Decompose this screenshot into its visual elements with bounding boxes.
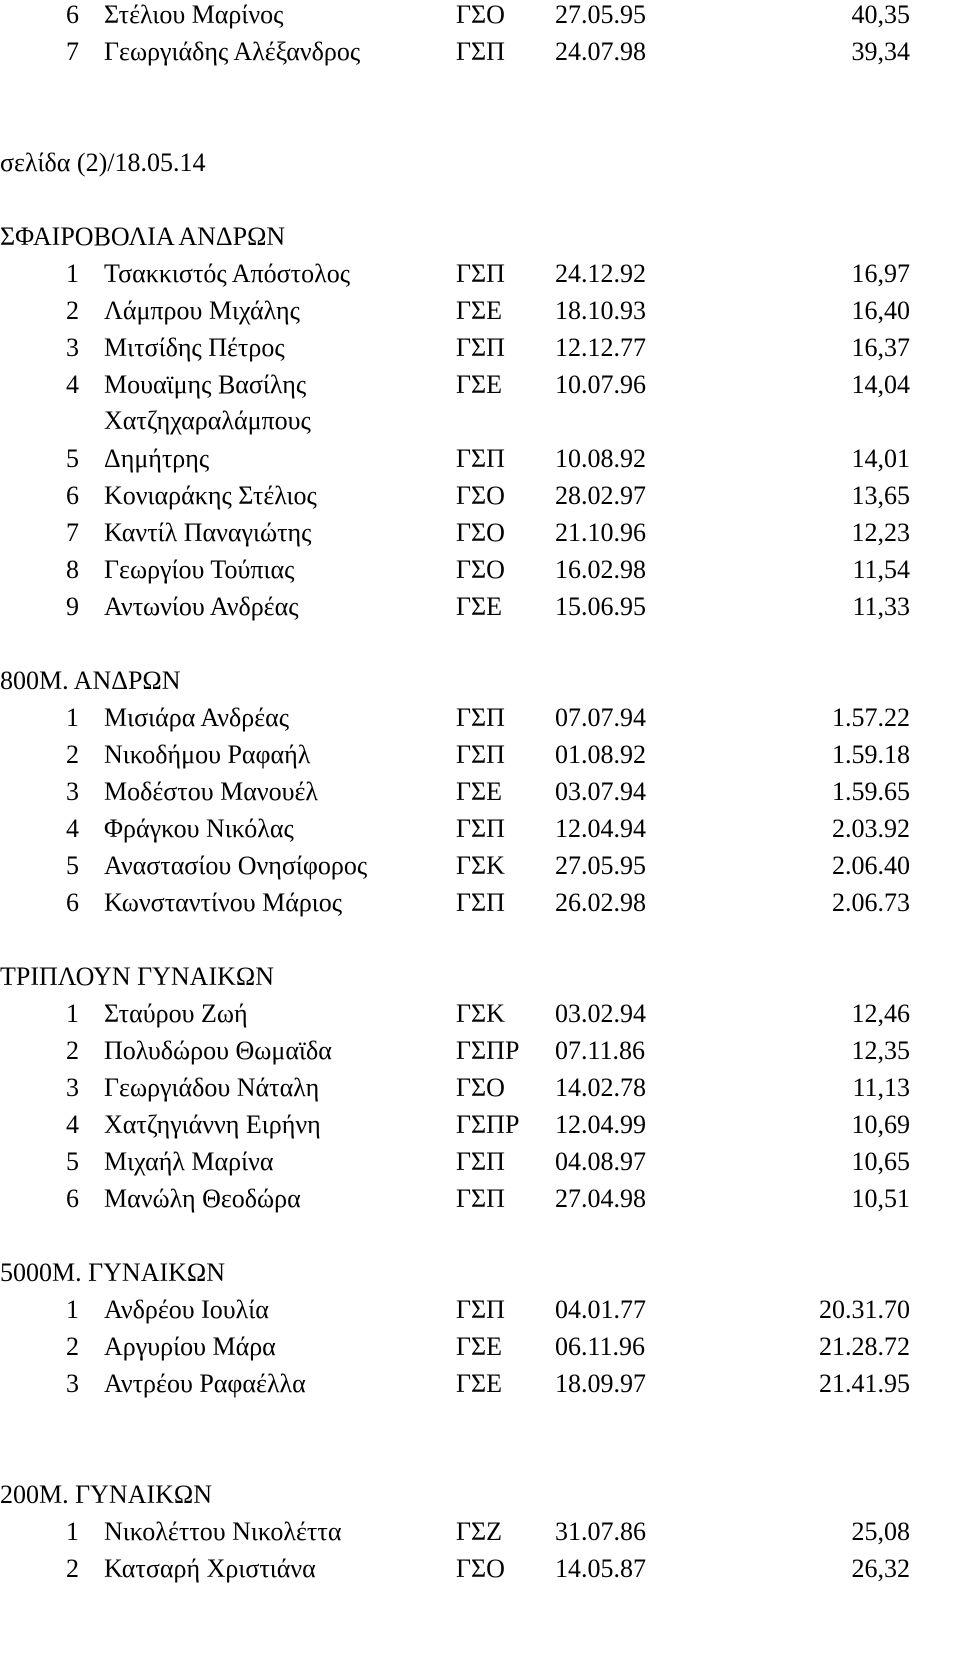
club: ΓΣΠ: [456, 1147, 505, 1176]
club: ΓΣΠ: [456, 814, 505, 843]
position: 1: [66, 1517, 79, 1546]
table-row: [0, 406, 960, 482]
athlete-name: Τσακκιστός Απόστολος: [104, 259, 351, 288]
athlete-name: Ανδρέου Ιουλία: [104, 1295, 269, 1324]
position: 2: [66, 1554, 79, 1583]
athlete-name: Μισιάρα Ανδρέας: [104, 703, 290, 732]
birth-date: 18.10.93: [555, 296, 646, 325]
birth-date: 16.02.98: [555, 555, 646, 584]
birth-date: 27.05.95: [555, 851, 646, 880]
table-row: [0, 0, 960, 38]
table-row: [0, 37, 960, 75]
result-mark: 11,13: [852, 1073, 910, 1102]
athlete-name: Στέλιου Μαρίνος: [104, 0, 284, 29]
position: 6: [66, 1184, 79, 1213]
birth-date: 01.08.92: [555, 740, 646, 769]
position: 3: [66, 1369, 79, 1398]
result-mark: 40,35: [851, 0, 910, 29]
result-mark: 12,35: [851, 1036, 910, 1065]
table-row: [0, 1147, 960, 1185]
position: 5: [66, 1147, 79, 1176]
position: 2: [66, 296, 79, 325]
athlete-name: Αναστασίου Ονησίφορος: [104, 851, 368, 880]
result-mark: 11,54: [852, 555, 910, 584]
club: ΓΣΠ: [456, 888, 505, 917]
birth-date: 03.07.94: [555, 777, 646, 806]
table-row: [0, 555, 960, 593]
table-row: [0, 1517, 960, 1555]
birth-date: 07.07.94: [555, 703, 646, 732]
athlete-name: Μοδέστου Μανουέλ: [104, 777, 319, 806]
result-mark: 1.59.18: [832, 740, 910, 769]
table-row: [0, 851, 960, 889]
result-mark: 10,51: [851, 1184, 910, 1213]
athlete-name: Μανώλη Θεοδώρα: [104, 1184, 301, 1213]
athlete-name: Γεωργιάδης Αλέξανδρος: [104, 37, 361, 66]
club: ΓΣΠ: [456, 740, 505, 769]
table-row: [0, 296, 960, 334]
result-mark: 2.06.40: [832, 851, 910, 880]
birth-date: 18.09.97: [555, 1369, 646, 1398]
birth-date: 24.12.92: [555, 259, 646, 288]
section-title-200m: 200Μ. ΓΥΝΑΙΚΩΝ: [0, 1480, 213, 1509]
birth-date: 10.08.92: [555, 444, 646, 473]
result-mark: 13,65: [851, 481, 910, 510]
section-title-5000m: 5000Μ. ΓΥΝΑΙΚΩΝ: [0, 1258, 226, 1287]
birth-date: 21.10.96: [555, 518, 646, 547]
birth-date: 14.05.87: [555, 1554, 646, 1583]
table-row: [0, 518, 960, 556]
position: 1: [66, 999, 79, 1028]
athlete-name: Κονιαράκης Στέλιος: [104, 481, 317, 510]
table-row: [0, 888, 960, 926]
result-mark: 1.59.65: [832, 777, 910, 806]
birth-date: 28.02.97: [555, 481, 646, 510]
club: ΓΣΟ: [456, 555, 505, 584]
club: ΓΣΠΡ: [456, 1110, 520, 1139]
table-row: [0, 1332, 960, 1370]
position: 1: [66, 703, 79, 732]
birth-date: 31.07.86: [555, 1517, 646, 1546]
position: 9: [66, 592, 79, 621]
birth-date: 10.07.96: [555, 370, 646, 399]
result-mark: 21.41.95: [819, 1369, 910, 1398]
result-mark: 12,23: [851, 518, 910, 547]
table-row: [0, 1554, 960, 1592]
result-mark: 16,37: [851, 333, 910, 362]
club: ΓΣΚ: [456, 851, 505, 880]
table-row: [0, 1036, 960, 1074]
birth-date: 12.04.94: [555, 814, 646, 843]
result-mark: 14,01: [851, 444, 910, 473]
athlete-name: Κωνσταντίνου Μάριος: [104, 888, 343, 917]
athlete-name: Κατσαρή Χριστιάνα: [104, 1554, 316, 1583]
birth-date: 26.02.98: [555, 888, 646, 917]
birth-date: 07.11.86: [555, 1036, 646, 1065]
table-row: [0, 259, 960, 297]
club: ΓΣΕ: [456, 592, 503, 621]
club: ΓΣΠ: [456, 1184, 505, 1213]
birth-date: 12.04.99: [555, 1110, 646, 1139]
position: 6: [66, 481, 79, 510]
athlete-name: Δημήτρης: [104, 444, 210, 473]
table-row: [0, 592, 960, 630]
table-row: [0, 333, 960, 371]
table-row: [0, 777, 960, 815]
position: 4: [66, 1110, 79, 1139]
section-title-800m: 800Μ. ΑΝΔΡΩΝ: [0, 666, 181, 695]
section-title-triple-jump: ΤΡΙΠΛΟΥΝ ΓΥΝΑΙΚΩΝ: [0, 962, 274, 991]
table-row: [0, 481, 960, 519]
result-mark: 14,04: [851, 370, 910, 399]
position: 5: [66, 444, 79, 473]
position: 3: [66, 1073, 79, 1102]
position: 6: [66, 0, 79, 29]
result-mark: 10,69: [851, 1110, 910, 1139]
athlete-name: Αντρέου Ραφαέλλα: [104, 1369, 306, 1398]
athlete-name: Χατζηγιάννη Ειρήνη: [104, 1110, 321, 1139]
table-row: [0, 1184, 960, 1222]
athlete-name: Μουαϊμης Βασίλης: [104, 370, 307, 399]
result-mark: 39,34: [851, 37, 910, 66]
table-row: [0, 1369, 960, 1407]
table-row: [0, 1295, 960, 1333]
section-title-shot-put: ΣΦΑΙΡΟΒΟΛΙΑ ΑΝΔΡΩΝ: [0, 222, 286, 251]
athlete-surname: Χατζηχαραλάμπους: [104, 406, 311, 435]
result-mark: 2.03.92: [832, 814, 910, 843]
position: 8: [66, 555, 79, 584]
athlete-name: Νικολέττου Νικολέττα: [104, 1517, 342, 1546]
position: 2: [66, 1332, 79, 1361]
birth-date: 27.04.98: [555, 1184, 646, 1213]
result-mark: 11,33: [852, 592, 910, 621]
birth-date: 14.02.78: [555, 1073, 646, 1102]
athlete-name: Νικοδήμου Ραφαήλ: [104, 740, 311, 769]
club: ΓΣΠ: [456, 333, 505, 362]
result-mark: 20.31.70: [819, 1295, 910, 1324]
club: ΓΣΕ: [456, 1332, 503, 1361]
position: 3: [66, 333, 79, 362]
result-mark: 2.06.73: [832, 888, 910, 917]
club: ΓΣΠ: [456, 1295, 505, 1324]
result-mark: 21.28.72: [819, 1332, 910, 1361]
result-mark: 12,46: [851, 999, 910, 1028]
athlete-name: Σταύρου Ζωή: [104, 999, 248, 1028]
club: ΓΣΠ: [456, 259, 505, 288]
position: 4: [66, 370, 79, 399]
position: 1: [66, 1295, 79, 1324]
table-row: [0, 1110, 960, 1148]
result-mark: 26,32: [851, 1554, 910, 1583]
birth-date: 12.12.77: [555, 333, 646, 362]
club: ΓΣΠΡ: [456, 1036, 520, 1065]
athlete-name: Μιτσίδης Πέτρος: [104, 333, 285, 362]
athlete-name: Αντωνίου Ανδρέας: [104, 592, 299, 621]
table-row: [0, 999, 960, 1037]
position: 7: [66, 518, 79, 547]
position: 4: [66, 814, 79, 843]
birth-date: 03.02.94: [555, 999, 646, 1028]
position: 7: [66, 37, 79, 66]
club: ΓΣΠ: [456, 37, 505, 66]
athlete-name: Μιχαήλ Μαρίνα: [104, 1147, 274, 1176]
table-row: [0, 703, 960, 741]
club: ΓΣΕ: [456, 777, 503, 806]
result-mark: 10,65: [851, 1147, 910, 1176]
birth-date: 24.07.98: [555, 37, 646, 66]
result-mark: 25,08: [851, 1517, 910, 1546]
club: ΓΣΟ: [456, 518, 505, 547]
club: ΓΣΟ: [456, 0, 505, 29]
club: ΓΣΚ: [456, 999, 505, 1028]
position: 3: [66, 777, 79, 806]
club: ΓΣΠ: [456, 444, 505, 473]
birth-date: 15.06.95: [555, 592, 646, 621]
athlete-name: Καντίλ Παναγιώτης: [104, 518, 312, 547]
table-row: [0, 1073, 960, 1111]
athlete-name: Λάμπρου Μιχάλης: [104, 296, 300, 325]
birth-date: 04.01.77: [555, 1295, 646, 1324]
position: 2: [66, 1036, 79, 1065]
athlete-name: Αργυρίου Μάρα: [104, 1332, 276, 1361]
athlete-name: Πολυδώρου Θωμαϊδα: [104, 1036, 332, 1065]
athlete-name: Φράγκου Νικόλας: [104, 814, 294, 843]
table-row: [0, 814, 960, 852]
club: ΓΣΕ: [456, 296, 503, 325]
position: 2: [66, 740, 79, 769]
club: ΓΣΖ: [456, 1517, 503, 1546]
club: ΓΣΕ: [456, 370, 503, 399]
athlete-name: Γεωργιάδου Νάταλη: [104, 1073, 320, 1102]
result-mark: 16,40: [851, 296, 910, 325]
table-row: [0, 740, 960, 778]
club: ΓΣΟ: [456, 1554, 505, 1583]
table-row: [0, 370, 960, 408]
club: ΓΣΟ: [456, 481, 505, 510]
position: 1: [66, 259, 79, 288]
position: 5: [66, 851, 79, 880]
page-label: σελίδα (2)/18.05.14: [0, 148, 206, 177]
athlete-name: Γεωργίου Τούπιας: [104, 555, 295, 584]
birth-date: 04.08.97: [555, 1147, 646, 1176]
club: ΓΣΠ: [456, 703, 505, 732]
result-mark: 1.57.22: [832, 703, 910, 732]
position: 6: [66, 888, 79, 917]
birth-date: 27.05.95: [555, 0, 646, 29]
result-mark: 16,97: [851, 259, 910, 288]
birth-date: 06.11.96: [555, 1332, 646, 1361]
club: ΓΣΕ: [456, 1369, 503, 1398]
club: ΓΣΟ: [456, 1073, 505, 1102]
